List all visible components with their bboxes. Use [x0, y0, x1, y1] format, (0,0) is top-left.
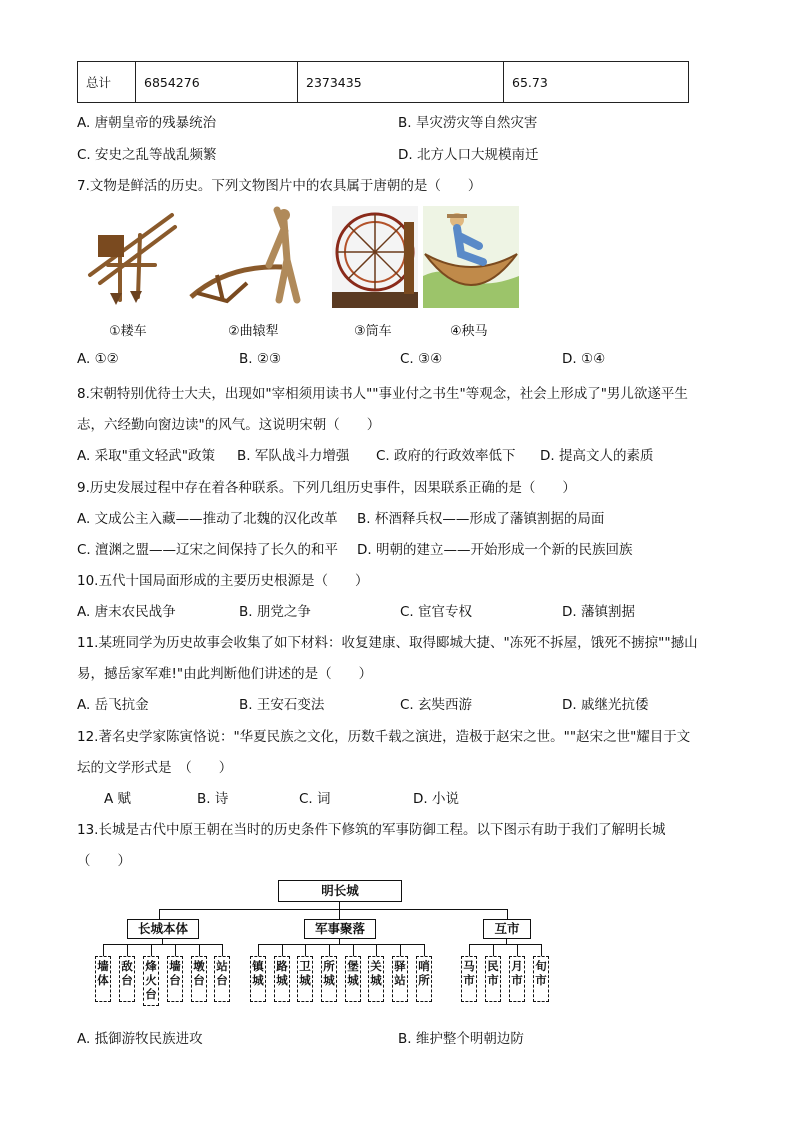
q12-option-c: C. 词	[299, 791, 331, 807]
q8-option-c: C. 政府的行政效率低下	[376, 448, 516, 464]
question-11-stem-line2: 易，撼岳家军难!"由此判断他们讲述的是（ ）	[77, 666, 373, 682]
diagram-item: 关城	[368, 956, 384, 1002]
question-13-stem-line1: 13.长城是古代中原王朝在当时的历史条件下修筑的军事防御工程。以下图示有助于我们了解明长城	[77, 822, 666, 838]
diagram-item: 敌台	[119, 956, 135, 1002]
q11-option-c: C. 玄奘西游	[400, 697, 473, 713]
q12-option-d: D. 小说	[413, 791, 459, 807]
q6-option-b: B. 旱灾涝灾等自然灾害	[398, 115, 538, 131]
diagram-item: 镇城	[250, 956, 266, 1002]
diagram-item: 墙台	[167, 956, 183, 1002]
question-13-stem-line2: （ ）	[77, 853, 131, 869]
diagram-item: 马市	[461, 956, 477, 1002]
table-cell: 2373435	[298, 62, 504, 103]
question-10-stem: 10.五代十国局面形成的主要历史根源是（ ）	[77, 573, 369, 589]
q11-option-d: D. 戚继光抗倭	[562, 697, 649, 713]
diagram-item: 所城	[321, 956, 337, 1002]
q13-option-b: B. 维护整个明朝边防	[398, 1031, 524, 1047]
q10-option-a: A. 唐末农民战争	[77, 604, 176, 620]
q8-option-b: B. 军队战斗力增强	[237, 448, 350, 464]
diagram-item: 卫城	[297, 956, 313, 1002]
diagram-item: 墩台	[191, 956, 207, 1002]
q9-option-b: B. 杯酒释兵权——形成了藩镇割据的局面	[357, 511, 605, 527]
q6-option-d: D. 北方人口大规模南迁	[398, 147, 539, 163]
statistics-table	[77, 61, 689, 103]
q13-option-a: A. 抵御游牧民族进攻	[77, 1031, 203, 1047]
q8-option-a: A. 采取"重文轻武"政策	[77, 448, 215, 464]
diagram-group-market: 互市	[483, 919, 531, 939]
diagram-group-wall-body: 长城本体	[127, 919, 199, 939]
diagram-group-military: 军事聚落	[304, 919, 376, 939]
q7-option-b: B. ②③	[239, 351, 282, 367]
diagram-item: 月市	[509, 956, 525, 1002]
image-caption-2: ②曲辕犁	[228, 324, 279, 339]
diagram-item: 堡城	[345, 956, 361, 1002]
q10-option-c: C. 宦官专权	[400, 604, 473, 620]
table-row	[78, 62, 689, 103]
curved-plough-image	[187, 205, 317, 311]
diagram-item: 旬市	[533, 956, 549, 1002]
q12-option-b: B. 诗	[197, 791, 229, 807]
diagram-item: 路城	[274, 956, 290, 1002]
q7-option-d: D. ①④	[562, 351, 606, 367]
diagram-root: 明长城	[278, 880, 402, 902]
question-8-stem-line2: 志，六经勤向窗边读"的风气。这说明宋朝（ ）	[77, 417, 381, 433]
table-cell: 65.73	[504, 62, 689, 103]
image-caption-3: ③筒车	[354, 324, 392, 339]
q10-option-b: B. 朋党之争	[239, 604, 311, 620]
q6-option-a: A. 唐朝皇帝的残暴统治	[77, 115, 217, 131]
question-12-stem-line1: 12.著名史学家陈寅恪说："华夏民族之文化，历数千载之演进，造极于赵宋之世。""赵宋之世"耀目于文	[77, 729, 691, 745]
question-7-stem: 7.文物是鲜活的历史。下列文物图片中的农具属于唐朝的是（ ）	[77, 178, 482, 194]
q12-option-a: A 赋	[104, 791, 132, 807]
image-caption-4: ④秧马	[450, 324, 488, 339]
rice-seedling-boat-image	[423, 206, 519, 308]
image-caption-1: ①耧车	[109, 324, 147, 339]
waterwheel-image	[332, 206, 418, 308]
q9-option-a: A. 文成公主入藏——推动了北魏的汉化改革	[77, 511, 338, 527]
question-11-stem-line1: 11.某班同学为历史故事会收集了如下材料：收复建康、取得郾城大捷、"冻死不拆屋，饿死不掳掠""撼山	[77, 635, 698, 651]
seed-drill-image	[80, 205, 180, 311]
q11-option-a: A. 岳飞抗金	[77, 697, 149, 713]
diagram-item: 烽火台	[143, 956, 159, 1006]
question-12-stem-line2: 坛的文学形式是 （ ）	[77, 760, 233, 776]
q9-option-c: C. 澶渊之盟——辽宋之间保持了长久的和平	[77, 542, 339, 558]
diagram-item: 墙体	[95, 956, 111, 1002]
diagram-item: 哨所	[416, 956, 432, 1002]
q7-option-a: A. ①②	[77, 351, 119, 367]
question-8-stem-line1: 8.宋朝特别优待士大夫，出现如"宰相须用读书人""事业付之书生"等观念，社会上形成了"男儿欲遂平生	[77, 386, 688, 402]
q7-option-c: C. ③④	[400, 351, 443, 367]
table-cell: 6854276	[136, 62, 298, 103]
diagram-item: 站台	[214, 956, 230, 1002]
question-9-stem: 9.历史发展过程中存在着各种联系。下列几组历史事件，因果联系正确的是（ ）	[77, 480, 576, 496]
q9-option-d: D. 明朝的建立——开始形成一个新的民族回族	[357, 542, 633, 558]
q6-option-c: C. 安史之乱等战乱频繁	[77, 147, 217, 163]
diagram-item: 驿站	[392, 956, 408, 1002]
diagram-item: 民市	[485, 956, 501, 1002]
table-cell: 总计	[78, 62, 136, 103]
q8-option-d: D. 提高文人的素质	[540, 448, 654, 464]
q10-option-d: D. 藩镇割据	[562, 604, 635, 620]
q11-option-b: B. 王安石变法	[239, 697, 325, 713]
